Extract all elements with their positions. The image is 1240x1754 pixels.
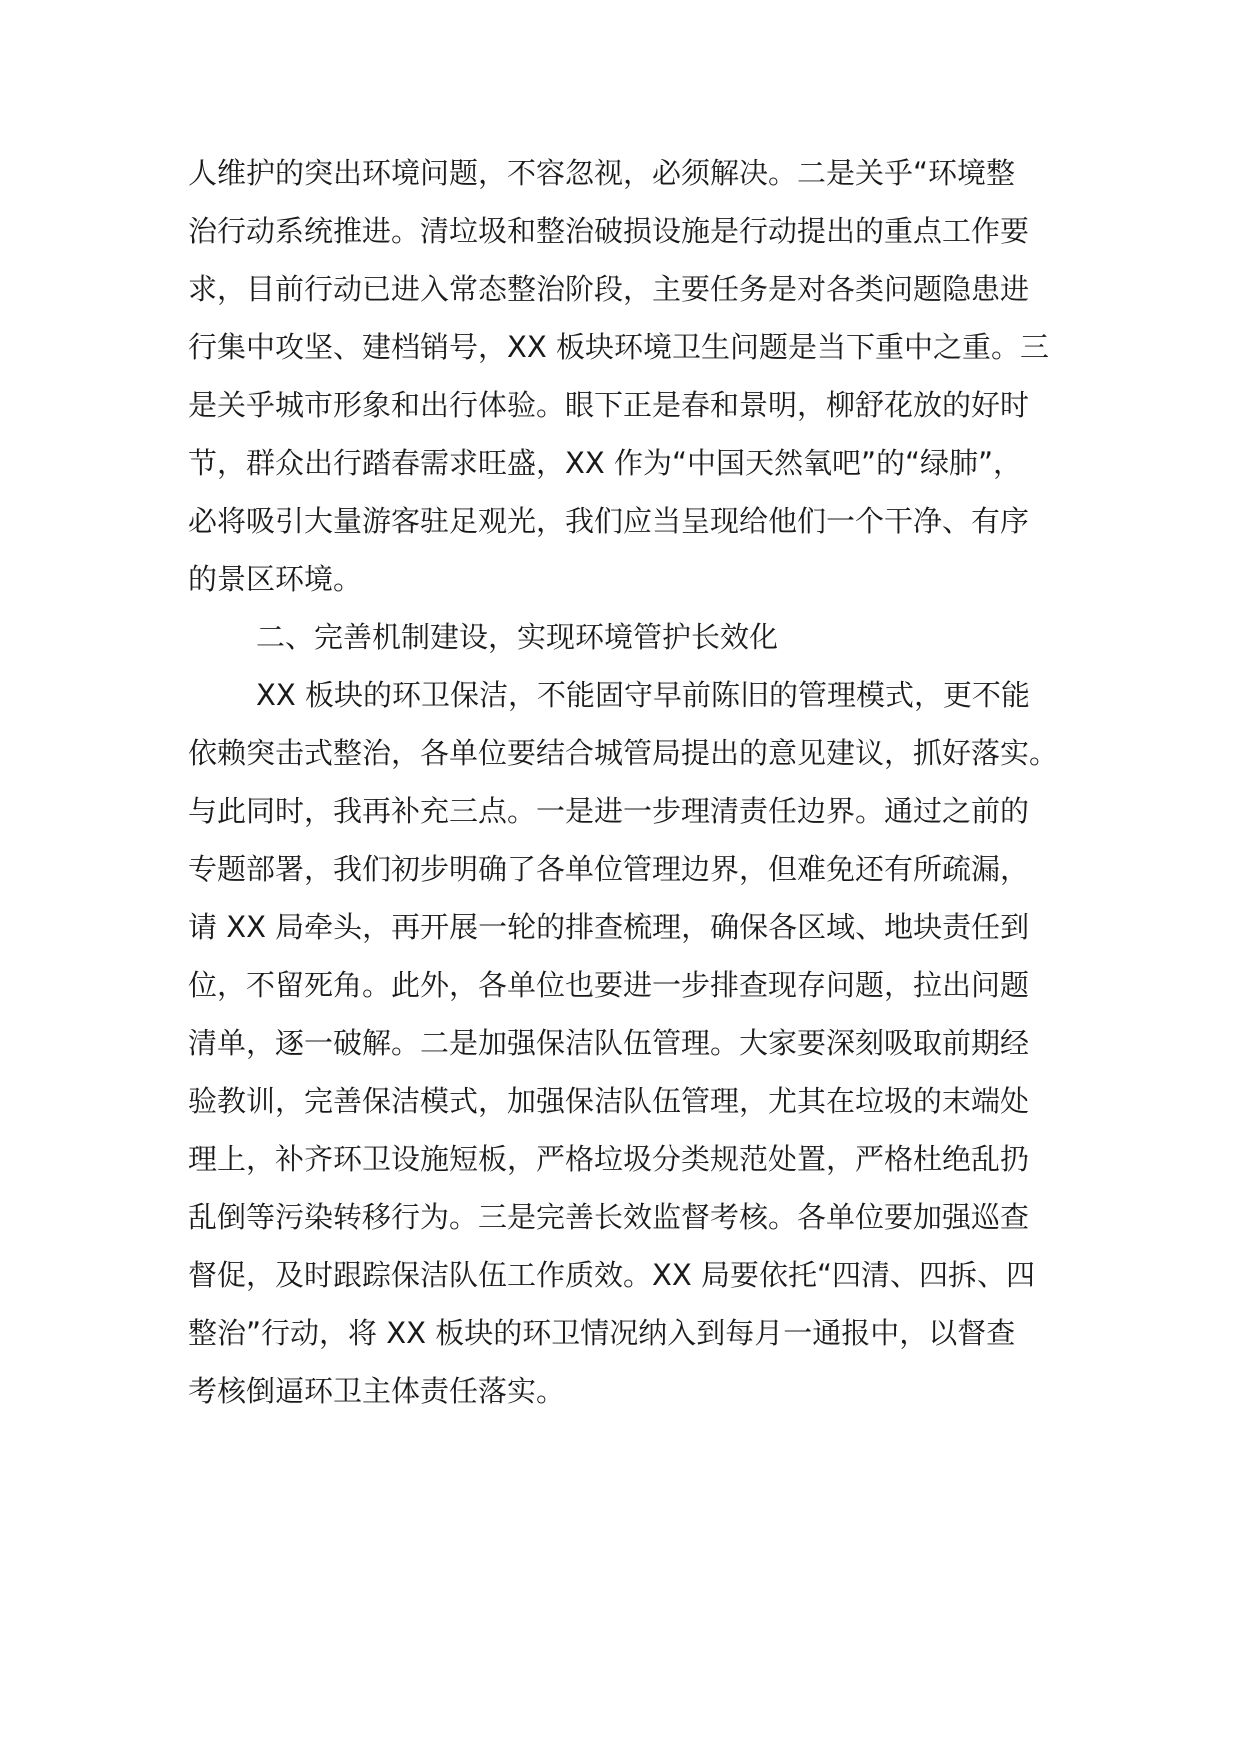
text-line-15: 位，不留死角。此外，各单位也要进一步排查现存问题，拉出问题	[188, 968, 1030, 1002]
text-line-6: 节，群众出行踏春需求旺盛，XX 作为“中国天然氧吧”的“绿肺”，	[188, 446, 1023, 480]
text-line-17: 验教训，完善保洁模式，加强保洁队伍管理，尤其在垃圾的末端处	[188, 1084, 1030, 1118]
text-line-10: XX 板块的环卫保洁，不能固守早前陈旧的管理模式，更不能	[256, 678, 1030, 712]
text-line-13: 专题部署，我们初步明确了各单位管理边界，但难免还有所疏漏，	[188, 852, 1030, 886]
text-line-21: 整治”行动，将 XX 板块的环卫情况纳入到每月一通报中，以督查	[188, 1316, 1016, 1350]
text-line-11: 依赖突击式整治，各单位要结合城管局提出的意见建议，抓好落实。	[188, 736, 1059, 770]
text-line-2: 治行动系统推进。清垃圾和整治破损设施是行动提出的重点工作要	[188, 214, 1030, 248]
text-line-14: 请 XX 局牵头，再开展一轮的排查梳理，确保各区域、地块责任到	[188, 910, 1030, 944]
section-heading: 二、完善机制建设，实现环境管护长效化	[256, 620, 779, 654]
text-line-5: 是关乎城市形象和出行体验。眼下正是春和景明，柳舒花放的好时	[188, 388, 1030, 422]
text-line-7: 必将吸引大量游客驻足观光，我们应当呈现给他们一个干净、有序	[188, 504, 1030, 538]
text-line-12: 与此同时，我再补充三点。一是进一步理清责任边界。通过之前的	[188, 794, 1030, 828]
text-line-8: 的景区环境。	[188, 562, 363, 596]
text-line-16: 清单，逐一破解。二是加强保洁队伍管理。大家要深刻吸取前期经	[188, 1026, 1030, 1060]
text-line-18: 理上，补齐环卫设施短板，严格垃圾分类规范处置，严格杜绝乱扔	[188, 1142, 1030, 1176]
text-line-1: 人维护的突出环境问题，不容忽视，必须解决。二是关乎“环境整	[188, 156, 1016, 190]
text-line-4: 行集中攻坚、建档销号，XX 板块环境卫生问题是当下重中之重。三	[188, 330, 1049, 364]
text-line-22: 考核倒逼环卫主体责任落实。	[188, 1374, 566, 1408]
text-line-20: 督促，及时跟踪保洁队伍工作质效。XX 局要依托“四清、四拆、四	[188, 1258, 1035, 1292]
text-line-19: 乱倒等污染转移行为。三是完善长效监督考核。各单位要加强巡查	[188, 1200, 1030, 1234]
text-line-3: 求，目前行动已进入常态整治阶段，主要任务是对各类问题隐患进	[188, 272, 1030, 306]
